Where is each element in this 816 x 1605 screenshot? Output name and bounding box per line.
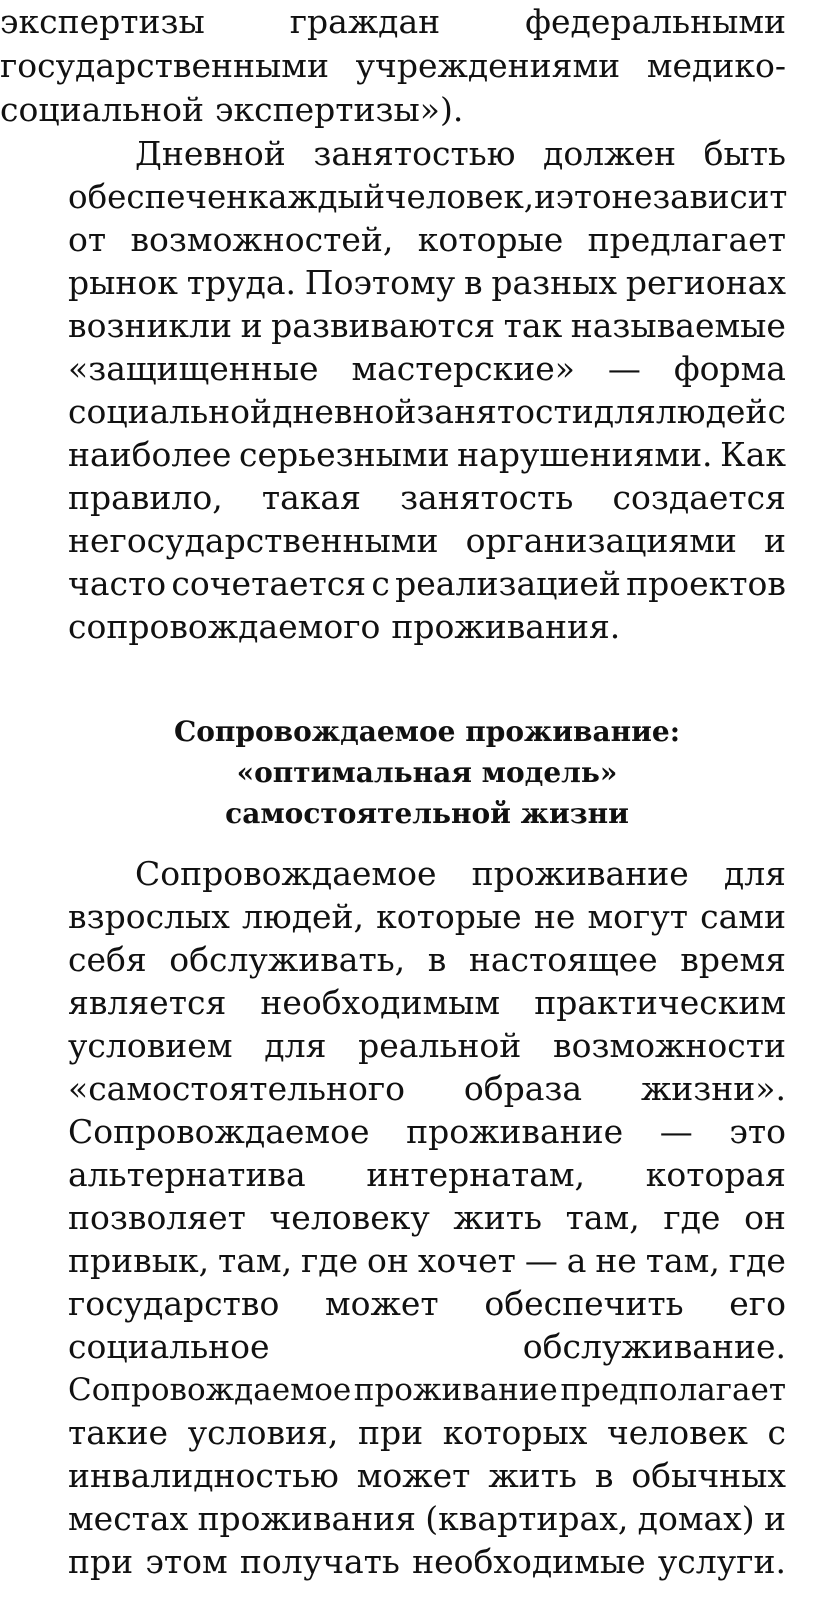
word: социальной xyxy=(68,392,273,431)
word: обеспечен xyxy=(68,178,248,216)
paragraph-3-line-9 xyxy=(68,1196,786,1240)
paragraph-2-line-1 xyxy=(135,132,786,176)
word: рынок xyxy=(68,263,178,302)
paragraph-2-line-6 xyxy=(68,347,786,391)
paragraph-2-line-11 xyxy=(68,562,786,606)
section-heading-line-3: самостоятельной жизни xyxy=(225,797,629,830)
word: Сопровождаемое xyxy=(68,1112,370,1151)
word: не xyxy=(595,1241,637,1280)
word: наиболее xyxy=(68,435,232,474)
word: создается xyxy=(612,478,786,517)
word: не xyxy=(611,178,653,216)
word: человеку xyxy=(269,1198,430,1237)
paragraph-3-line-8 xyxy=(68,1153,786,1197)
paragraph-2-line-10 xyxy=(68,519,786,563)
word: и xyxy=(764,1499,786,1538)
word: регионах xyxy=(625,263,786,302)
word: правило, xyxy=(68,478,223,517)
paragraph-3-line-11 xyxy=(68,1282,786,1326)
word: социальное xyxy=(68,1327,270,1366)
word: а xyxy=(566,1241,587,1280)
word: занятости xyxy=(416,392,594,431)
word: не xyxy=(533,897,576,936)
paragraph-3-line-5 xyxy=(68,1024,786,1068)
word: каждый xyxy=(247,178,385,216)
word: настоящее xyxy=(468,940,658,979)
word: обычных xyxy=(631,1456,786,1495)
word: в xyxy=(594,1456,614,1495)
word: должен xyxy=(543,134,677,173)
paragraph-3-line-15 xyxy=(68,1454,786,1498)
word: при xyxy=(357,1413,424,1452)
paragraph-3-line-10 xyxy=(68,1239,786,1283)
paragraph-3-line-7 xyxy=(68,1110,786,1154)
word: труда. xyxy=(186,263,296,302)
word: жить xyxy=(453,1198,542,1237)
word: экспертизы xyxy=(0,2,205,41)
word: возможностей, xyxy=(130,220,394,259)
word: в xyxy=(427,940,447,979)
word: где xyxy=(663,1198,721,1237)
word: Сопровождаемое xyxy=(135,854,437,893)
word: разных xyxy=(491,263,618,302)
word: занятостью xyxy=(313,134,516,173)
word: граждан xyxy=(289,2,441,41)
word: и xyxy=(534,178,556,216)
word: реальной xyxy=(358,1026,522,1065)
word: дневной xyxy=(272,392,417,431)
word: человек, xyxy=(385,178,535,216)
word: зависит xyxy=(652,178,788,216)
word: предлагает xyxy=(587,220,786,259)
word: обеспечить xyxy=(484,1284,684,1323)
word: там, xyxy=(217,1241,293,1280)
word: «самостоятельного xyxy=(68,1069,406,1108)
word: где xyxy=(300,1241,359,1280)
word: при xyxy=(68,1542,134,1581)
word: которых xyxy=(442,1413,588,1452)
paragraph-2-line-3 xyxy=(68,218,786,262)
word: его xyxy=(729,1284,786,1323)
word: форма xyxy=(673,349,786,388)
word: условием xyxy=(68,1026,233,1065)
paragraph-3-line-12 xyxy=(68,1325,786,1369)
word: альтернатива xyxy=(68,1155,306,1194)
word: развиваются xyxy=(271,306,496,345)
word: Как xyxy=(720,435,786,474)
word: государство xyxy=(68,1284,280,1323)
word: в xyxy=(463,263,483,302)
paragraph-3-line-17 xyxy=(68,1540,786,1584)
paragraph-1-line-2 xyxy=(0,44,786,88)
word: инвалидностью xyxy=(68,1456,339,1495)
word: могут xyxy=(587,897,688,936)
word: часто xyxy=(68,564,167,603)
word: социальной xyxy=(0,90,205,129)
word: (квартирах, xyxy=(425,1499,629,1538)
word: это xyxy=(555,178,612,216)
word: — xyxy=(524,1241,558,1280)
word: обслуживание. xyxy=(522,1327,786,1366)
word: организациями xyxy=(465,521,737,560)
word: федеральными xyxy=(525,2,786,41)
paragraph-2-line-7 xyxy=(68,390,786,434)
word: интернатам, xyxy=(366,1155,586,1194)
word: условия, xyxy=(187,1413,339,1452)
word: там, xyxy=(645,1241,720,1280)
word: себя xyxy=(68,940,147,979)
word: домах) xyxy=(637,1499,755,1538)
word: с xyxy=(767,392,786,431)
word: проживания. xyxy=(391,607,621,646)
word: привык, xyxy=(68,1241,210,1280)
paragraph-3-line-4 xyxy=(68,981,786,1025)
word: «защищенные xyxy=(68,349,319,388)
word: Дневной xyxy=(135,134,286,173)
paragraph-2-line-9 xyxy=(68,476,786,520)
paragraph-3-line-2 xyxy=(68,895,786,939)
word: может xyxy=(325,1284,439,1323)
word: проектов xyxy=(626,564,786,603)
paragraph-2-line-12 xyxy=(68,605,786,649)
section-heading-line-2: «оптимальная модель» xyxy=(236,756,618,789)
paragraph-3-line-3 xyxy=(68,938,786,982)
word: Сопровождаемое xyxy=(68,1372,352,1408)
word: предполагает xyxy=(560,1372,786,1408)
word: услуги. xyxy=(657,1542,786,1581)
word: негосударственными xyxy=(68,521,439,560)
paragraph-2-line-5 xyxy=(68,304,786,348)
word: такая xyxy=(261,478,361,517)
word: хочет xyxy=(417,1241,516,1280)
word: этом xyxy=(145,1542,228,1581)
word: так xyxy=(503,306,563,345)
word: образа xyxy=(463,1069,583,1108)
word: является xyxy=(68,983,227,1022)
word: быть xyxy=(703,134,786,173)
word: от xyxy=(68,220,107,259)
word: которая xyxy=(645,1155,786,1194)
word: и xyxy=(763,521,786,560)
paragraph-3-line-13 xyxy=(68,1368,786,1412)
word: местах xyxy=(68,1499,189,1538)
paragraph-2-line-8 xyxy=(68,433,786,477)
word: учреждениями xyxy=(355,46,621,85)
paragraph-3-line-14 xyxy=(68,1411,786,1455)
word: с xyxy=(767,1413,786,1452)
word: и xyxy=(240,306,263,345)
word: проживание xyxy=(406,1112,624,1151)
word: может xyxy=(356,1456,471,1495)
paragraph-3-line-1 xyxy=(135,852,786,896)
word: государственными xyxy=(0,46,329,85)
word: взрослых xyxy=(68,897,230,936)
word: нарушениями. xyxy=(457,435,713,474)
word: сочетается xyxy=(171,564,367,603)
word: для xyxy=(723,854,786,893)
word: сопровождаемого xyxy=(68,607,381,646)
word: он xyxy=(744,1198,786,1237)
word: Поэтому xyxy=(304,263,456,302)
word: жизни». xyxy=(640,1069,786,1108)
word: такие xyxy=(68,1413,169,1452)
paragraph-2-line-4 xyxy=(68,261,786,305)
word: получать xyxy=(239,1542,400,1581)
word: он xyxy=(367,1241,409,1280)
word: реализацией xyxy=(395,564,621,603)
word: называемые xyxy=(570,306,786,345)
word: серьезными xyxy=(239,435,450,474)
word: жить xyxy=(488,1456,577,1495)
word: там, xyxy=(565,1198,640,1237)
word: человек xyxy=(606,1413,748,1452)
word: где xyxy=(728,1241,786,1280)
word: — xyxy=(607,349,641,388)
word: обслуживать, xyxy=(169,940,406,979)
word: которые xyxy=(417,220,564,259)
paragraph-2-line-2 xyxy=(68,175,786,219)
section-heading-line-1: Сопровождаемое проживание: xyxy=(173,715,681,748)
word: медико- xyxy=(646,46,786,85)
word: сами xyxy=(700,897,786,936)
word: проживание xyxy=(353,1372,558,1408)
word: для xyxy=(593,392,656,431)
paragraph-3-line-6 xyxy=(68,1067,786,1111)
word: с xyxy=(371,564,390,603)
paragraph-1-line-1 xyxy=(0,0,786,44)
word: мастерские» xyxy=(351,349,575,388)
word: позволяет xyxy=(68,1198,246,1237)
word: необходимым xyxy=(260,983,501,1022)
word: людей, xyxy=(242,897,365,936)
word: возможности xyxy=(553,1026,786,1065)
word: людей xyxy=(655,392,768,431)
word: время xyxy=(680,940,786,979)
word: для xyxy=(264,1026,327,1065)
word: занятость xyxy=(400,478,574,517)
word: проживания xyxy=(197,1499,416,1538)
paragraph-3-line-16 xyxy=(68,1497,786,1541)
paragraph-1-line-3 xyxy=(0,88,786,132)
word: проживание xyxy=(471,854,689,893)
word: это xyxy=(729,1112,786,1151)
word: практическим xyxy=(534,983,786,1022)
word: — xyxy=(659,1112,693,1151)
word: необходимые xyxy=(412,1542,646,1581)
word: возникли xyxy=(68,306,233,345)
word: экспертизы»). xyxy=(215,90,464,129)
word: которые xyxy=(376,897,522,936)
